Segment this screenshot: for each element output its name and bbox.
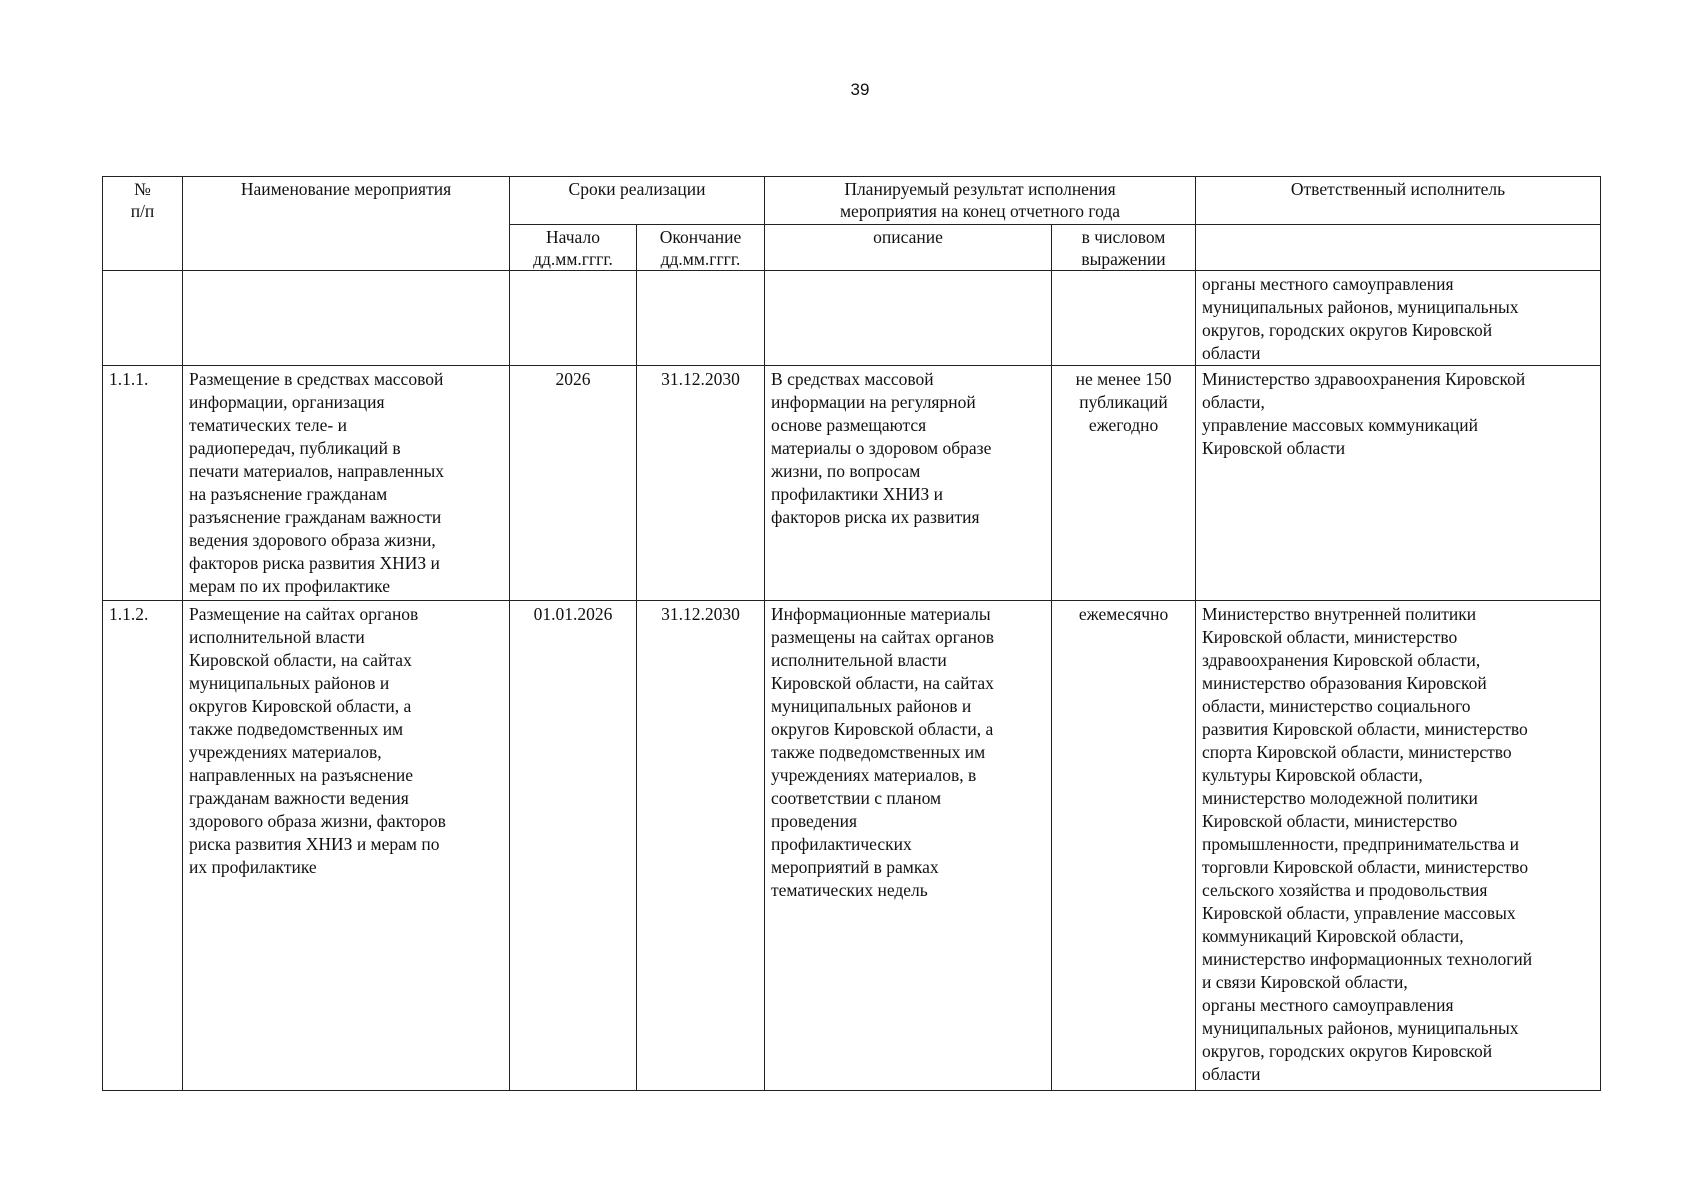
- description-line: муниципальных районов и: [771, 696, 972, 716]
- name-line: исполнительной власти: [189, 627, 365, 647]
- row-numeric: [1052, 271, 1196, 366]
- responsible-line: области: [1202, 343, 1261, 363]
- name-line: округов Кировской области, а: [189, 696, 412, 716]
- description-line: исполнительной власти: [771, 650, 947, 670]
- responsible-line: министерство образования Кировской: [1202, 673, 1487, 693]
- description-line: В средствах массовой: [771, 369, 934, 389]
- row-description: [765, 366, 1052, 601]
- name-line: Размещение в средствах массовой: [189, 369, 444, 389]
- row-numeric: [1052, 601, 1196, 1091]
- name-line: также подведомственных им: [189, 719, 404, 739]
- numeric-line: не менее 150: [1075, 369, 1172, 389]
- description-line: проведения: [771, 811, 858, 831]
- responsible-line: округов, городских округов Кировской: [1202, 1041, 1493, 1061]
- responsible-line: управление массовых коммуникаций: [1202, 415, 1478, 435]
- header-start-line: дд.мм.гггг.: [533, 249, 613, 269]
- description-line: округов Кировской области, а: [771, 719, 994, 739]
- responsible-line: муниципальных районов, муниципальных: [1202, 297, 1519, 317]
- responsible-line: и связи Кировской области,: [1202, 972, 1408, 992]
- name-line: на разъяснение гражданам: [189, 484, 388, 504]
- responsible-line: торговли Кировской области, министерство: [1202, 857, 1529, 877]
- name-line: разъяснение гражданам важности: [189, 507, 442, 527]
- responsible-line: области: [1202, 1064, 1261, 1084]
- row-number: 1.1.1.: [103, 366, 183, 601]
- description-line: размещены на сайтах органов: [771, 627, 994, 647]
- responsible-line: Кировской области, министерство: [1202, 627, 1458, 647]
- description-line: тематических недель: [771, 880, 928, 900]
- row-name: [183, 601, 510, 1091]
- row-end: 31.12.2030: [637, 366, 765, 601]
- header-result-numeric: [1052, 225, 1196, 271]
- name-line: гражданам важности ведения: [189, 788, 409, 808]
- responsible-line: промышленности, предпринимательства и: [1202, 834, 1519, 854]
- name-line: муниципальных районов и: [189, 673, 390, 693]
- row-responsible: [1196, 271, 1601, 366]
- responsible-line: сельского хозяйства и продовольствия: [1202, 880, 1488, 900]
- header-number: [103, 177, 183, 271]
- activities-table: [102, 176, 1601, 1091]
- responsible-line: развития Кировской области, министерство: [1202, 719, 1528, 739]
- row-start: 01.01.2026: [510, 601, 637, 1091]
- description-line: мероприятий в рамках: [771, 857, 939, 877]
- responsible-line: органы местного самоуправления: [1202, 274, 1454, 294]
- responsible-line: министерство молодежной политики: [1202, 788, 1478, 808]
- header-start: [510, 225, 637, 271]
- description-line: соответствии с планом: [771, 788, 942, 808]
- name-line: риска развития ХНИЗ и мерам по: [189, 834, 440, 854]
- responsible-line: Министерство здравоохранения Кировской: [1202, 369, 1526, 389]
- name-line: учреждениях материалов,: [189, 742, 382, 762]
- header-end-line: Окончание: [659, 227, 742, 247]
- responsible-line: Кировской области: [1202, 438, 1346, 458]
- responsible-line: Кировской области, министерство: [1202, 811, 1458, 831]
- row-number: [103, 271, 183, 366]
- description-line: профилактических: [771, 834, 912, 854]
- description-line: факторов риска их развития: [771, 507, 980, 527]
- description-line: Кировской области, на сайтах: [771, 673, 994, 693]
- name-line: направленных на разъяснение: [189, 765, 414, 785]
- name-line: тематических теле- и: [189, 415, 347, 435]
- table-row: [103, 366, 1601, 601]
- header-result: [765, 177, 1196, 225]
- numeric-line: публикаций: [1079, 392, 1168, 412]
- responsible-line: министерство информационных технологий: [1202, 949, 1533, 969]
- name-line: ведения здорового образа жизни,: [189, 530, 436, 550]
- description-line: профилактики ХНИЗ и: [771, 484, 944, 504]
- responsible-line: округов, городских округов Кировской: [1202, 320, 1493, 340]
- row-name: [183, 271, 510, 366]
- name-line: Кировской области, на сайтах: [189, 650, 412, 670]
- name-line: информации, организация: [189, 392, 385, 412]
- page-number: 39: [850, 80, 870, 99]
- header-result-line: Планируемый результат исполнения: [844, 179, 1116, 199]
- name-line: Размещение на сайтах органов: [189, 604, 419, 624]
- name-line: радиопередач, публикаций в: [189, 438, 401, 458]
- row-numeric: [1052, 366, 1196, 601]
- responsible-line: области,: [1202, 392, 1265, 412]
- header-number-line: №: [134, 179, 151, 199]
- name-line: мерам по их профилактике: [189, 576, 390, 596]
- row-description: [765, 601, 1052, 1091]
- name-line: здорового образа жизни, факторов: [189, 811, 446, 831]
- name-line: факторов риска развития ХНИЗ и: [189, 553, 440, 573]
- responsible-line: здравоохранения Кировской области,: [1202, 650, 1481, 670]
- header-end: [637, 225, 765, 271]
- row-description: [765, 271, 1052, 366]
- responsible-line: Министерство внутренней политики: [1202, 604, 1477, 624]
- table-row: [103, 271, 1601, 366]
- responsible-line: коммуникаций Кировской области,: [1202, 926, 1464, 946]
- description-line: учреждениях материалов, в: [771, 765, 977, 785]
- row-end: [637, 271, 765, 366]
- responsible-line: культуры Кировской области,: [1202, 765, 1423, 785]
- table-row: [103, 601, 1601, 1091]
- numeric-line: ежегодно: [1088, 415, 1159, 435]
- row-name: [183, 366, 510, 601]
- row-number: 1.1.2.: [103, 601, 183, 1091]
- header-name: Наименование мероприятия: [183, 177, 510, 271]
- responsible-line: органы местного самоуправления: [1202, 995, 1454, 1015]
- header-number-line: п/п: [130, 201, 155, 221]
- responsible-line: муниципальных районов, муниципальных: [1202, 1018, 1519, 1038]
- header-result-numeric-line: в числовом: [1081, 227, 1166, 247]
- row-responsible: [1196, 366, 1601, 601]
- row-end: 31.12.2030: [637, 601, 765, 1091]
- description-line: информации на регулярной: [771, 392, 976, 412]
- header-end-line: дд.мм.гггг.: [660, 249, 741, 269]
- name-line: печати материалов, направленных: [189, 461, 444, 481]
- header-result-description: описание: [765, 225, 1052, 271]
- header-responsible: Ответственный исполнитель: [1196, 177, 1601, 225]
- description-line: жизни, по вопросам: [771, 461, 921, 481]
- description-line: основе размещаются: [771, 415, 927, 435]
- description-line: материалы о здоровом образе: [771, 438, 992, 458]
- responsible-line: области, министерство социального: [1202, 696, 1471, 716]
- header-result-line: мероприятия на конец отчетного года: [839, 201, 1121, 221]
- description-line: также подведомственных им: [771, 742, 986, 762]
- responsible-line: Кировской области, управление массовых: [1202, 903, 1516, 923]
- responsible-line: спорта Кировской области, министерство: [1202, 742, 1512, 762]
- name-line: их профилактике: [189, 857, 317, 877]
- header-start-line: Начало: [546, 227, 600, 247]
- row-start: [510, 271, 637, 366]
- header-responsible-empty: [1196, 225, 1601, 271]
- description-line: Информационные материалы: [771, 604, 991, 624]
- row-start: 2026: [510, 366, 637, 601]
- numeric-line: ежемесячно: [1078, 604, 1169, 624]
- row-responsible: [1196, 601, 1601, 1091]
- header-timeframe: Сроки реализации: [510, 177, 765, 225]
- header-result-numeric-line: выражении: [1081, 249, 1166, 269]
